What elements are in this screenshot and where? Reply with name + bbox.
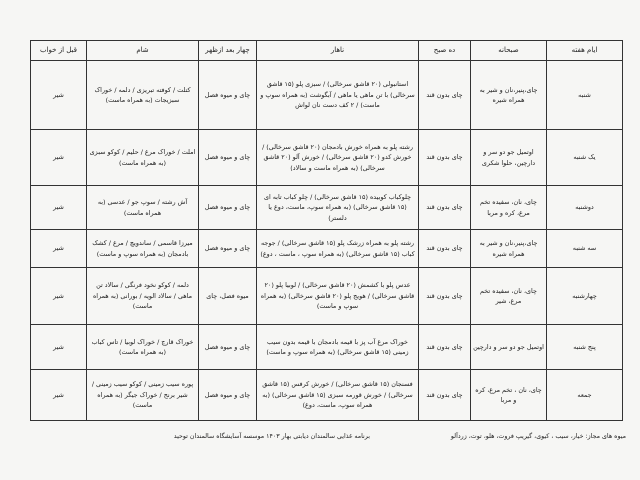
afternoon-snack-cell: چای و میوه فصل [199,230,257,268]
before-bed-cell: شیر [31,370,87,421]
table-row [31,370,623,421]
before-bed-cell: شیر [31,268,87,325]
header-lunch: ناهار [257,41,419,61]
lunch-cell: استانبولی (۲۰ قاشق سرخالی) / سبزی پلو (۱۵ قاشق سرخالی) با تن ماهی یا ماهی / آبگوشت (به همراه سوپ و ماست) / ۲ کف دست نان لواش [257,61,419,130]
before-bed-cell: شیر [31,186,87,230]
afternoon-snack-cell: چای و میوه فصل [199,325,257,370]
table-row [31,325,623,370]
breakfast-cell: چای،پنیر،نان و شیر به همراه شیره [471,230,547,268]
day-cell: پنج شنبه [547,325,623,370]
day-cell: چهارشنبه [547,268,623,325]
day-cell: شنبه [547,61,623,130]
breakfast-cell: چای، نان، سفیده تخم مرغ، کره و مربا [471,186,547,230]
table-row [31,186,623,230]
afternoon-snack-cell: چای و میوه فصل [199,370,257,421]
dinner-cell: میرزا قاسمی / ساندویچ / مرغ / کشک بادمجان (به همراه سوپ و ماست) [87,230,199,268]
breakfast-cell: اوتمیل جو دو سر و دارچین [471,325,547,370]
dinner-cell: آش رشته / سوپ جو / عدسی (به همراه ماست) [87,186,199,230]
day-cell: یک شنبه [547,130,623,186]
afternoon-snack-cell: چای و میوه فصل [199,130,257,186]
dinner-cell: دلمه / کوکو نخود فرنگی / سالاد تن ماهی / سالاد الویه / بورانی (به همراه ماست) [87,268,199,325]
dinner-cell: خوراک قارچ / خوراک لوبیا / تاس کباب (به همراه ماست) [87,325,199,370]
header-morning-snack: ده صبح [419,41,471,61]
dinner-cell: کتلت / کوفته تبریزی / دلمه / خوراک سبزیجات (به همراه ماست) [87,61,199,130]
morning-snack-cell: چای بدون قند [419,230,471,268]
afternoon-snack-cell: چای و میوه فصل [199,186,257,230]
afternoon-snack-cell: چای و میوه فصل [199,61,257,130]
morning-snack-cell: چای بدون قند [419,268,471,325]
allowed-fruits-note: میوه های مجاز: خیار، سیب ، کیوی، گیریپ فروت، هلو، توت، زردآلو [450,433,626,440]
table-row [31,230,623,268]
table-header-row [31,41,623,61]
before-bed-cell: شیر [31,130,87,186]
breakfast-cell: چای،پنیر،نان و شیر به همراه شیره [471,61,547,130]
header-before-bed: قبل از خواب [31,41,87,61]
day-cell: دوشنبه [547,186,623,230]
lunch-cell: رشته پلو به همراه خورش بادمجان (۲۰ قاشق سرخالی) / خورش کدو (۲۰ قاشق سرخالی) / خورش آلو (۲۰ قاشق سرخالی) (به همراه ماست و سالاد) [257,130,419,186]
table-row [31,130,623,186]
lunch-cell: خوراک مرغ آب پز با قیمه بادمجان با قیمه بدون سیب زمینی (۱۵ قاشق سرخالی) (به همراه سوپ و ماست) [257,325,419,370]
morning-snack-cell: چای بدون قند [419,130,471,186]
weekly-meal-table [30,40,623,421]
program-title: برنامه غذایی سالمندان دیابتی بهار ۱۴۰۳ موسسه آسایشگاه سالمندان توحید [173,433,370,440]
table-row [31,61,623,130]
breakfast-cell: چای، نان، سفیده تخم مرغ، شیر [471,268,547,325]
lunch-cell: فسنجان (۱۵ قاشق سرخالی) / خورش کرفس (۱۵ قاشق سرخالی) / خورش قورمه سبزی (۱۵ قاشق سرخالی) (به همراه سوپ، ماست، دوغ) [257,370,419,421]
table-row [31,268,623,325]
morning-snack-cell: چای بدون قند [419,370,471,421]
morning-snack-cell: چای بدون قند [419,61,471,130]
lunch-cell: عدس پلو با کشمش (۲۰ قاشق سرخالی) / لوبیا پلو (۲۰ قاشق سرخالی) / هویج پلو (۲۰ قاشق سرخالی) (به همراه سوپ و ماست) [257,268,419,325]
afternoon-snack-cell: میوه فصل، چای [199,268,257,325]
header-dinner: شام [87,41,199,61]
header-breakfast: صبحانه [471,41,547,61]
dinner-cell: املت / خوراک مرغ / حلیم / کوکو سبزی (به همراه ماست) [87,130,199,186]
lunch-cell: چلوکباب کوبیده (۱۵ قاشق سرخالی) / چلو کباب تابه ای (۱۵ قاشق سرخالی) (به همراه سوپ، ماست، دوغ یا دلستر) [257,186,419,230]
lunch-cell: رشته پلو به همراه زرشک پلو (۱۵ قاشق سرخالی) / جوجه کباب (۱۵ قاشق سرخالی) (به همراه سوپ ، ماست ، دوغ) [257,230,419,268]
morning-snack-cell: چای بدون قند [419,325,471,370]
breakfast-cell: چای، نان ، تخم مرغ، کره و مربا [471,370,547,421]
before-bed-cell: شیر [31,230,87,268]
dinner-cell: پوره سیب زمینی / کوکو سیب زمینی / شیر برنج / خوراک جیگر (به همراه ماست) [87,370,199,421]
header-day: ایام هفته [547,41,623,61]
day-cell: جمعه [547,370,623,421]
header-afternoon-snack: چهار بعد ازظهر [199,41,257,61]
morning-snack-cell: چای بدون قند [419,186,471,230]
before-bed-cell: شیر [31,325,87,370]
day-cell: سه شنبه [547,230,623,268]
before-bed-cell: شیر [31,61,87,130]
breakfast-cell: اوتمیل جو دو سر و دارچین، حلوا شکری [471,130,547,186]
